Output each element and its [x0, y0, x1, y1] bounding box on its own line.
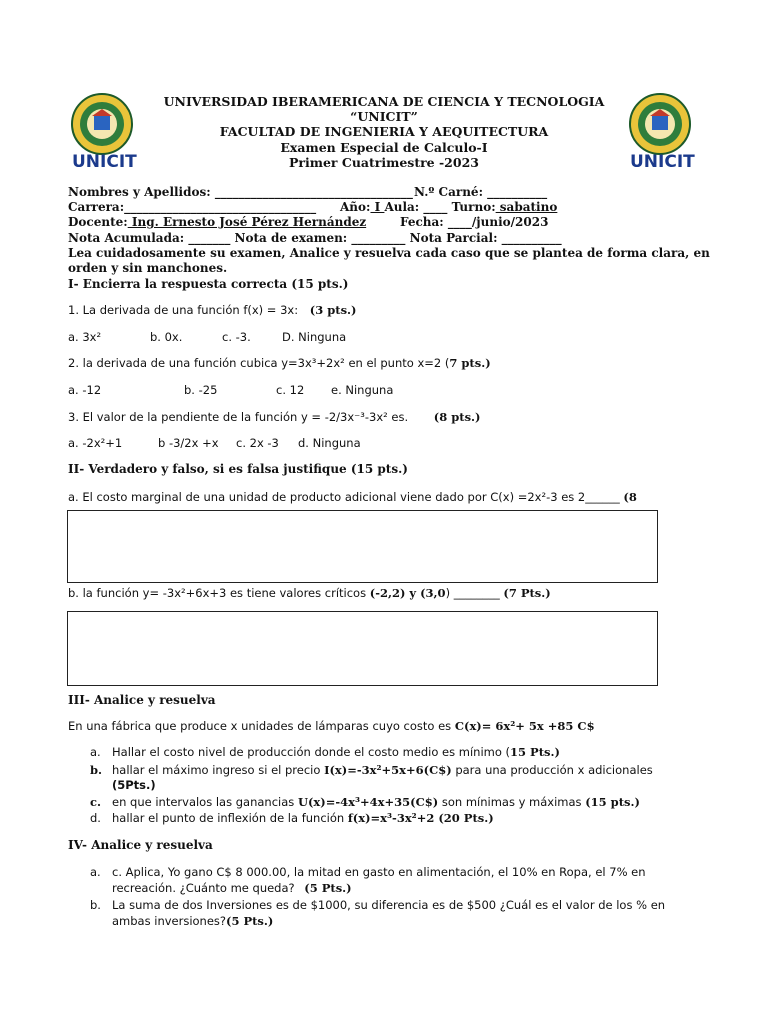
item-text: hallar el punto de inflexión de la función	[112, 811, 348, 825]
q1-option-b[interactable]: b. 0x.	[150, 330, 183, 344]
item-text-cont: ambas inversiones?	[112, 914, 227, 928]
question-2b-points: (7 Pts.)	[503, 586, 551, 600]
list-marker: c.	[90, 795, 102, 809]
question-3-points: (8 pts.)	[433, 410, 481, 424]
cost-formula: C(x)= 6x²+ 5x +85 C$	[454, 719, 595, 733]
section4-item-b	[90, 898, 665, 913]
item-points: (15 pts.)	[585, 795, 640, 809]
answer-box-2a[interactable]	[67, 510, 658, 583]
item-points: (5 Pts.)	[304, 881, 352, 895]
item-points: (5 Pts.)	[226, 914, 274, 928]
university-name: UNIVERSIDAD IBERAMERICANA DE CIENCIA Y TECNOLOGIA	[163, 94, 605, 109]
question-2-text: 2. la derivada de una función cubica y=3x³+2x² en el punto x=2 (	[68, 356, 450, 370]
q3-option-b[interactable]: b -3/2x +x	[158, 436, 219, 450]
section4-title: IV- Analice y resuelva	[68, 838, 213, 852]
q1-option-a[interactable]: a. 3x²	[68, 330, 102, 344]
list-marker: a.	[90, 745, 101, 759]
section3-intro-text: En una fábrica que produce x unidades de lámparas cuyo costo es	[68, 719, 455, 733]
question-2b	[68, 586, 551, 601]
university-acronym: “UNICIT”	[350, 109, 418, 124]
list-marker: d.	[90, 811, 101, 825]
faculty-name: FACULTAD DE INGENIERIA Y AEQUITECTURA	[219, 124, 549, 139]
section3-item-b-points: (5Pts.)	[112, 778, 156, 792]
answer-box-2b[interactable]	[67, 611, 658, 686]
docente-value: Ing. Ernesto José Pérez Hernández	[127, 215, 367, 229]
section3-item-a	[90, 745, 560, 760]
item-text-cont: recreación. ¿Cuánto me queda?	[112, 881, 295, 895]
q3-option-c[interactable]: c. 2x -3	[236, 436, 279, 450]
item-text-cont: para una producción x adicionales	[451, 763, 653, 777]
question-3	[68, 410, 480, 425]
section1-title: I- Encierra la respuesta correcta (15 pts.)	[68, 277, 349, 291]
anio-field[interactable]	[340, 200, 557, 215]
q2-option-a[interactable]: a. -12	[68, 383, 102, 397]
section3-item-c	[90, 795, 640, 810]
fecha-field[interactable]: Fecha: ____/junio/2023	[400, 215, 549, 229]
question-3-text: 3. El valor de la pendiente de la función y = -2/3x⁻³-3x² es.	[68, 410, 409, 424]
q1-option-c[interactable]: c. -3.	[222, 330, 251, 344]
section2-title: II- Verdadero y falso, si es falsa justifique (15 pts.)	[68, 462, 408, 476]
q1-option-d[interactable]: D. Ninguna	[282, 330, 347, 344]
question-2b-text: b. la función y= -3x²+6x+3 es tiene valores críticos	[68, 586, 370, 600]
section3-title: III- Analice y resuelva	[68, 693, 216, 707]
question-1-points: (3 pts.)	[309, 303, 357, 317]
question-2b-blank: ) ________	[445, 586, 504, 600]
logo-text: UNICIT	[630, 152, 695, 172]
question-2a-text: a. El costo marginal de una unidad de producto adicional viene dado por C(x) =2x²-3 es 2______	[68, 490, 620, 504]
docente-field	[68, 215, 366, 230]
nombres-field[interactable]: Nombres y Apellidos: _________________________________	[68, 185, 413, 199]
section4-item-b-line2	[112, 914, 273, 929]
inflection-formula: f(x)=x³-3x²+2 (20 Pts.)	[347, 811, 494, 825]
section3-intro	[68, 719, 595, 734]
item-points: 15 Pts.)	[510, 745, 560, 759]
question-2a	[68, 490, 637, 505]
question-2-points: 7 pts.)	[449, 356, 491, 370]
section4-item-a	[90, 865, 646, 880]
q2-option-b[interactable]: b. -25	[184, 383, 218, 397]
list-marker: a.	[90, 865, 101, 879]
question-1-text: 1. La derivada de una función f(x) = 3x:	[68, 303, 299, 317]
price-formula: I(x)=-3x²+5x+6(C$)	[324, 763, 452, 777]
item-text: en que intervalos las ganancias	[112, 795, 298, 809]
section3-item-d	[90, 811, 494, 826]
carne-field[interactable]: N.º Carné: __________	[414, 185, 548, 199]
turno-value: sabatino	[495, 200, 558, 214]
notas-field[interactable]: Nota Acumulada: _______ Nota de examen: _________ Nota Parcial: __________	[68, 231, 562, 245]
profit-formula: U(x)=-4x³+4x+35(C$)	[297, 795, 439, 809]
q3-option-d[interactable]: d. Ninguna	[298, 436, 361, 450]
item-text: La suma de dos Inversiones es de $1000, su diferencia es de $500 ¿Cuál es el valor de los % en	[112, 898, 666, 912]
section3-item-b	[90, 763, 653, 778]
exam-term: Primer Cuatrimestre -2023	[289, 155, 479, 170]
logo-text: UNICIT	[72, 152, 137, 172]
item-text-cont: son mínimas y máximas	[438, 795, 586, 809]
section4-item-a-line2	[112, 881, 352, 896]
question-2	[68, 356, 491, 371]
anio-label: Año:	[340, 200, 371, 214]
item-text: hallar el máximo ingreso si el precio	[112, 763, 325, 777]
question-1	[68, 303, 356, 318]
anio-value: I	[370, 200, 385, 214]
instructions-line2: orden y sin manchones.	[68, 261, 228, 275]
instructions-line1: Lea cuidadosamente su examen, Analice y resuelva cada caso que se plantea de forma clara, en	[68, 246, 710, 260]
list-marker: b.	[90, 898, 101, 912]
exam-title: Examen Especial de Calculo-I	[280, 140, 488, 155]
item-text: Hallar el costo nivel de producción donde el costo medio es mínimo (	[112, 745, 511, 759]
aula-turno-label: Aula: ____ Turno:	[384, 200, 496, 214]
question-2a-points: (8	[623, 490, 637, 504]
carrera-field[interactable]: Carrera:________________________________	[68, 200, 317, 214]
item-text: c. Aplica, Yo gano C$ 8 000.00, la mitad en gasto en alimentación, el 10% en Ropa, el 7% en	[112, 865, 646, 879]
docente-label: Docente:	[68, 215, 128, 229]
q3-option-a[interactable]: a. -2x²+1	[68, 436, 123, 450]
q2-option-d[interactable]: e. Ninguna	[331, 383, 394, 397]
q2-option-c[interactable]: c. 12	[276, 383, 305, 397]
question-2b-points-bold: (-2,2) y (3,0	[369, 586, 446, 600]
list-marker: b.	[90, 763, 103, 777]
